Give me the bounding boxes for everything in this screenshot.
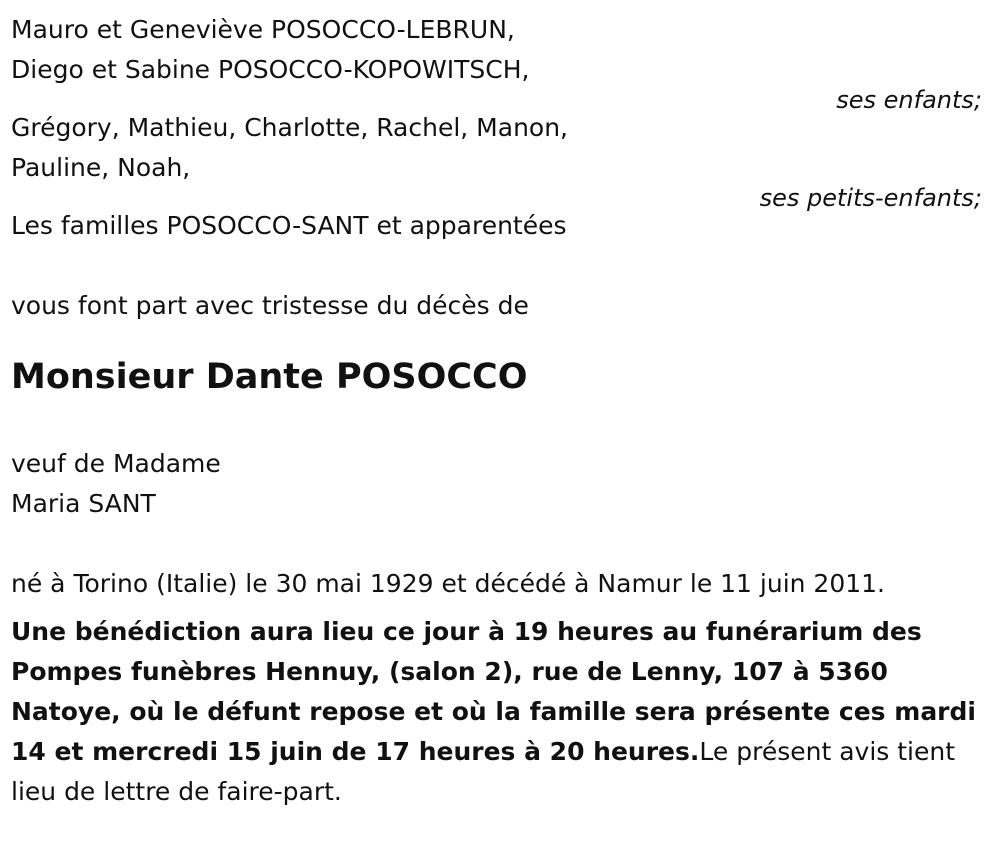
grandchildren-block (11, 108, 988, 210)
announcement-line: vous font part avec tristesse du décès de (11, 291, 529, 320)
child-line: Diego et Sabine POSOCCO-KOPOWITSCH, (11, 55, 530, 84)
grandchild-line: Pauline, Noah, (11, 153, 191, 182)
spouse-line: veuf de Madame (11, 449, 221, 478)
birth-death-line: né à Torino (Italie) le 30 mai 1929 et décédé à Namur le 11 juin 2011. (11, 569, 885, 598)
children-block (11, 10, 988, 112)
spouse-block (11, 444, 988, 524)
grandchild-line: Grégory, Mathieu, Charlotte, Rachel, Manon, (11, 113, 569, 142)
grandchildren-role: ses petits-enfants; (759, 184, 982, 212)
families-line: Les familles POSOCCO-SANT et apparentées (11, 211, 567, 240)
ceremony-paragraph (11, 612, 988, 812)
faire-part-note: Le présent avis tient lieu de lettre de faire-part. (11, 737, 956, 806)
deceased-name: Monsieur Dante POSOCCO (11, 357, 528, 397)
spouse-line: Maria SANT (11, 489, 156, 518)
children-role: ses enfants; (836, 86, 982, 114)
ceremony-details: Une bénédiction aura lieu ce jour à 19 heures au funérarium des Pompes funèbres Hennuy, (salon 2), rue de Lenny, 107 à 5360 Natoye, où le défunt repose et où la famille sera présente ces mardi 14 et mercredi 15 juin de 17 heures à 20 heures. (11, 617, 976, 766)
child-line: Mauro et Geneviève POSOCCO-LEBRUN, (11, 15, 515, 44)
